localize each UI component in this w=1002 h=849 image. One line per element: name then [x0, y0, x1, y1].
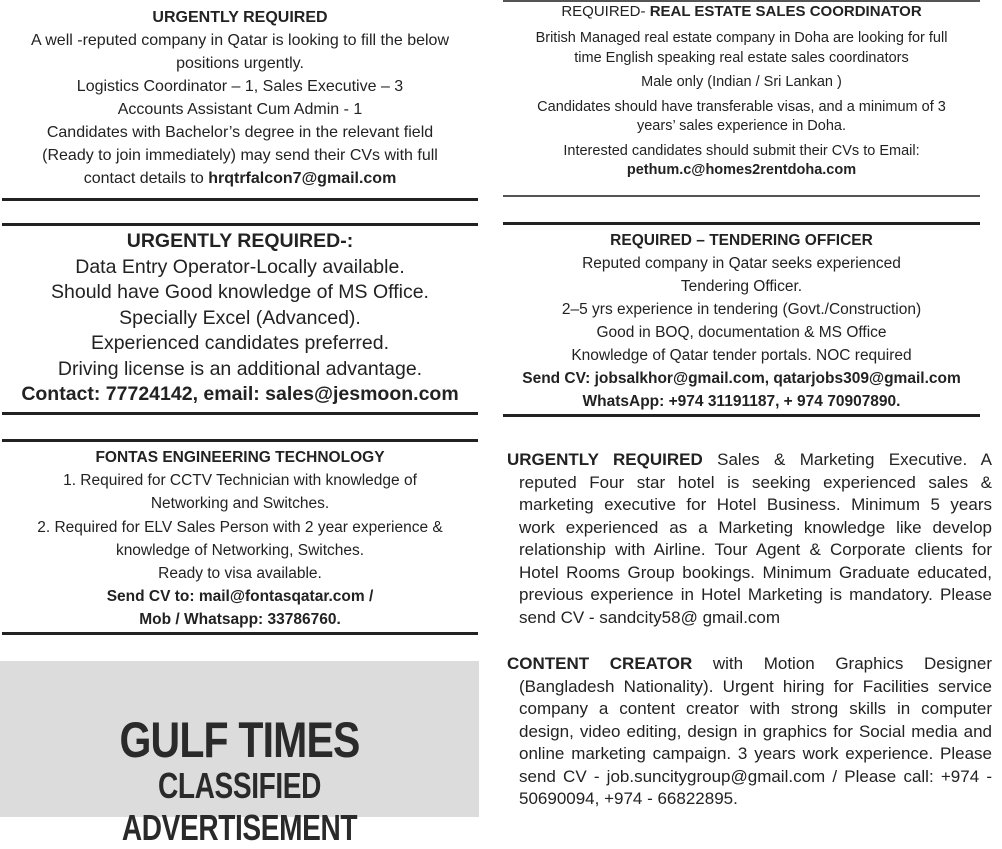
ad-line: Logistics Coordinator – 1, Sales Executive – 3: [76, 78, 404, 95]
ad-fontas-engineering: [2, 446, 478, 632]
ad-line: Data Entry Operator-Locally available.: [75, 255, 405, 278]
ad-tendering-officer: [503, 229, 980, 413]
ad-send-cv[interactable]: Send CV: jobsalkhor@gmail.com, qatarjobs309@gmail.com: [522, 370, 961, 387]
ad-line: 2. Required for ELV Sales Person with 2 year experience &: [37, 518, 443, 536]
ad-line: Reputed company in Qatar seeks experienced: [582, 255, 901, 272]
divider: [503, 414, 980, 417]
ad-whatsapp[interactable]: WhatsApp: +974 31191187, + 974 70907890.: [582, 393, 901, 410]
divider: [2, 439, 478, 442]
ad-real-estate-coordinator: [503, 2, 980, 181]
divider: [2, 412, 478, 415]
ad-title: URGENTLY REQUIRED-:: [126, 230, 354, 252]
ad-line: Candidates should have transferable visas, and a minimum of 3: [537, 98, 946, 115]
ad-urgently-required-falcon: [2, 6, 478, 190]
banner-title: GULF TIMES: [119, 712, 360, 768]
ad-body: Sales & Marketing Executive. A reputed Four star hotel is seeking experienced sales & marketing executive for Hotel Business. Minimum 5 years work experienced as a Marketing knowledge like develop relationship with Airline. Tour Agent & Corporate clients for Hotel Rooms Group bookings. Minimum Graduate educated, previous experience in Hotel Marketing is mandatory. Please send CV - sandcity58@ gmail.com: [519, 450, 992, 627]
divider: [503, 222, 980, 225]
ad-content-creator: [507, 653, 992, 811]
ad-title: REQUIRED – TENDERING OFFICER: [610, 232, 873, 249]
ad-line: Candidates with Bachelor’s degree in the relevant field: [46, 124, 434, 141]
ad-line: Should have Good knowledge of MS Office.: [51, 281, 429, 303]
ad-title: REQUIRED- REAL ESTATE SALES COORDINATOR: [561, 3, 922, 20]
banner-subtitle: CLASSIFIED ADVERTISEMENT: [121, 765, 358, 848]
ad-line: Driving license is an additional advantage.: [57, 357, 423, 380]
ad-mobile[interactable]: Mob / Whatsapp: 33786760.: [139, 611, 341, 629]
ad-line: British Managed real estate company in Doha are looking for full: [535, 30, 948, 46]
ad-line: Male only (Indian / Sri Lankan ): [641, 74, 842, 90]
divider: [503, 195, 980, 197]
ad-sales-marketing-executive: [507, 449, 992, 629]
ad-contact[interactable]: Contact: 77724142, email: sales@jesmoon.com: [21, 383, 459, 405]
divider: [2, 223, 478, 226]
divider: [2, 198, 478, 201]
ad-line: Specially Excel (Advanced).: [119, 306, 361, 329]
ad-data-entry-operator: [2, 229, 478, 408]
ad-line: time English speaking real estate sales coordinators: [574, 49, 909, 66]
ad-line: years’ sales experience in Doha.: [636, 118, 847, 134]
ad-lead: URGENTLY REQUIRED: [507, 450, 703, 469]
email-link[interactable]: hrqtrfalcon7@gmail.com: [208, 170, 397, 187]
ad-line: Accounts Assistant Cum Admin - 1: [117, 101, 363, 118]
ad-line: knowledge of Networking, Switches.: [115, 541, 365, 559]
ad-send-cv[interactable]: Send CV to: mail@fontasqatar.com /: [106, 588, 374, 606]
ad-title: URGENTLY REQUIRED: [152, 9, 328, 26]
ad-line: Interested candidates should submit their CVs to Email:: [563, 142, 920, 159]
ad-line: 2–5 yrs experience in tendering (Govt./Construction): [561, 301, 922, 318]
gulf-times-banner: [0, 661, 479, 848]
ad-line: positions urgently.: [176, 55, 304, 72]
ad-line: Knowledge of Qatar tender portals. NOC required: [571, 347, 912, 364]
ad-line: A well -reputed company in Qatar is looking to fill the below: [31, 32, 449, 49]
ad-line: 1. Required for CCTV Technician with knowledge of: [63, 472, 417, 490]
ad-line: Networking and Switches.: [150, 495, 330, 513]
ad-line: Good in BOQ, documentation & MS Office: [596, 324, 887, 341]
ad-line: Experienced candidates preferred.: [90, 332, 390, 354]
ad-line: Tendering Officer.: [680, 278, 803, 295]
ad-body: with Motion Graphics Designer (Bangladesh Nationality). Urgent hiring for Facilities service company a content creator with strong skills in computer design, video editing, design in graphics for Social media and online marketing campaign. 3 years work experience. Please send CV - job.suncitygroup@gmail.com / Please call: +974 - 50690094, +974 - 66822895.: [519, 654, 992, 808]
email-link[interactable]: pethum.c@homes2rentdoha.com: [626, 162, 857, 178]
ad-title: FONTAS ENGINEERING TECHNOLOGY: [95, 449, 385, 466]
divider: [2, 632, 478, 635]
ad-lead: CONTENT CREATOR: [507, 654, 693, 673]
ad-line: (Ready to join immediately) may send their CVs with full: [42, 147, 438, 164]
ad-line: Ready to visa available.: [158, 565, 322, 583]
ad-line-contact: contact details to hrqtrfalcon7@gmail.com: [83, 170, 397, 187]
